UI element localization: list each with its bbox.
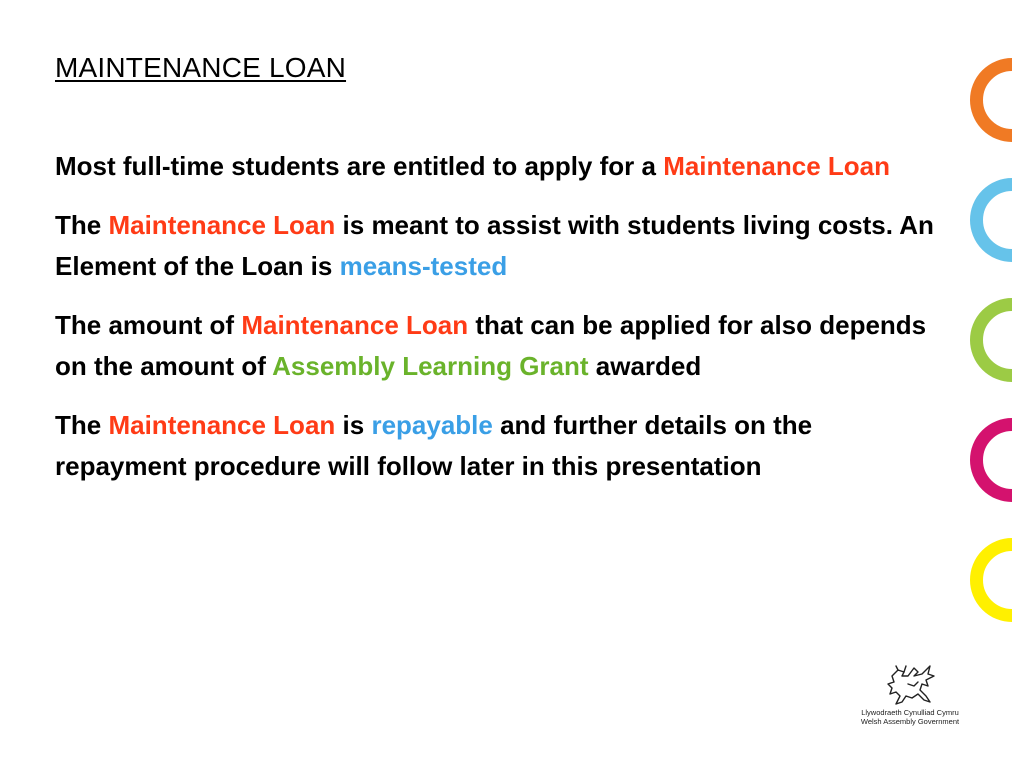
paragraph-repayment bbox=[55, 405, 935, 487]
paragraph-text: is meant to assist with students living costs. An Element of the Loan is bbox=[55, 210, 934, 281]
highlight-maintenance-loan: Maintenance Loan bbox=[108, 210, 336, 240]
paragraph-text: The amount of bbox=[55, 310, 235, 340]
highlight-assembly-learning-grant: Assembly Learning Grant bbox=[272, 351, 589, 381]
ring-blue bbox=[970, 178, 1024, 262]
ring-magenta bbox=[970, 418, 1024, 502]
paragraph-text: The bbox=[55, 410, 102, 440]
logo-text-welsh: Llywodraeth Cynulliad Cymru bbox=[861, 708, 959, 717]
highlight-repayable: repayable bbox=[371, 410, 493, 440]
dragon-icon bbox=[884, 662, 936, 706]
highlight-maintenance-loan: Maintenance Loan bbox=[241, 310, 469, 340]
paragraph-entitlement bbox=[55, 146, 935, 187]
logo-text-english: Welsh Assembly Government bbox=[860, 717, 960, 726]
paragraph-purpose bbox=[55, 205, 935, 287]
paragraph-amount bbox=[55, 305, 935, 387]
paragraph-text: is bbox=[342, 410, 365, 440]
ring-yellow bbox=[970, 538, 1024, 622]
slide-body bbox=[55, 146, 935, 505]
paragraph-text: Most full-time students are entitled to apply for a bbox=[55, 151, 656, 181]
highlight-maintenance-loan: Maintenance Loan bbox=[108, 410, 336, 440]
decorative-rings bbox=[948, 58, 1024, 628]
welsh-assembly-government-logo bbox=[860, 662, 960, 742]
paragraph-text: that can be applied for also depends on the amount of bbox=[55, 310, 927, 381]
paragraph-text: awarded bbox=[595, 351, 702, 381]
paragraph-text: The bbox=[55, 210, 102, 240]
ring-green bbox=[970, 298, 1024, 382]
highlight-means-tested: means-tested bbox=[339, 251, 508, 281]
paragraph-text: and further details on the repayment procedure will follow later in this presentation bbox=[55, 410, 813, 481]
highlight-maintenance-loan: Maintenance Loan bbox=[663, 151, 891, 181]
ring-orange bbox=[970, 58, 1024, 142]
slide-title: MAINTENANCE LOAN bbox=[55, 52, 347, 83]
